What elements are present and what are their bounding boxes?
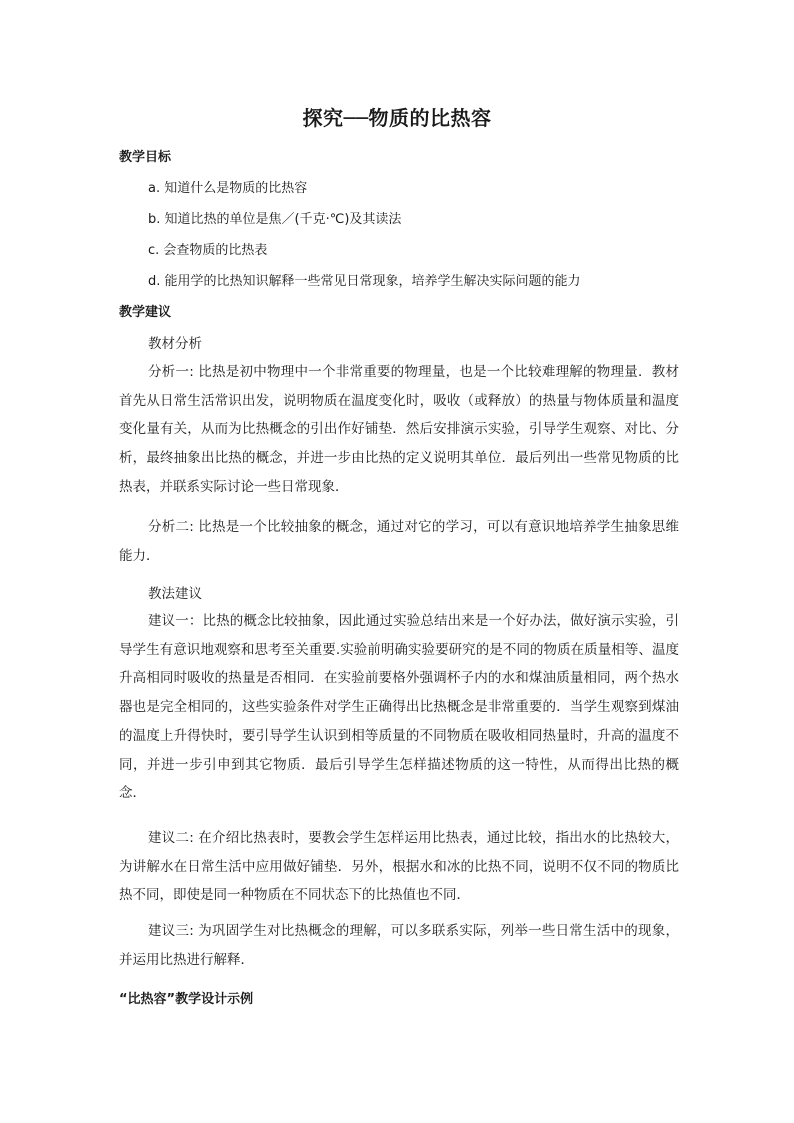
objective-item-c: c. 会查物质的比热表 [148,243,268,258]
suggestion-paragraph-2: 建议二: 在介绍比热表时，要教会学生怎样运用比热表，通过比较，指出水的比热较大，为讲解水在日常生活中应用做好铺垫．另外，根据水和冰的比热不同，说明不仅不同的物质比热不同，即使是同一种物质在不同状态下的比热值也不同． [119,830,679,904]
objective-item-a: a. 知道什么是物质的比热容 [148,181,308,196]
objective-item-d: d. 能用学的比热知识解释一些常见日常现象，培养学生解决实际问题的能力 [148,274,581,289]
page-title: 探究──物质的比热容 [302,106,492,130]
analysis-paragraph-2: 分析二: 比热是一个比较抽象的概念，通过对它的学习，可以有意识地培养学生抽象思维能力． [119,519,679,564]
objectives-heading: 教学目标 [119,150,172,165]
method-suggestions-heading: 教法建议 [148,586,202,602]
suggestions-heading: 教学建议 [119,305,172,320]
suggestion-paragraph-1: 建议一：比热的概念比较抽象，因此通过实验总结出来是一个好办法，做好演示实验，引导学生有意识地观察和思考至关重要.实验前明确实验要研究的是不同的物质在质量相等、温度升高相同时吸收的热量是否相同．在实验前要格外强调杯子内的水和煤油质量相同，两个热水器也是完全相同的，这些实验条件对学生正确得出比热概念是非常重要的．当学生观察到煤油的温度上升得快时，要引导学生认识到相等质量的不同物质在吸收相同热量时，升高的温度不同，并进一步引申到其它物质．最后引导学生怎样描述物质的这一特性，从而得出比热的概念． [119,613,679,802]
material-analysis-heading: 教材分析 [148,336,202,352]
suggestion-paragraph-3: 建议三: 为巩固学生对比热概念的理解，可以多联系实际，列举一些日常生活中的现象，并运用比热进行解释． [119,923,679,968]
analysis-paragraph-1: 分析一: 比热是初中物理中一个非常重要的物理量，也是一个比较难理解的物理量．教材首先从日常生活常识出发，说明物质在温度变化时，吸收（或释放）的热量与物体质量和温度变化量有关，从而为比热概念的引出作好铺垫．然后安排演示实验，引导学生观察、对比、分析，最终抽象出比热的概念，并进一步由比热的定义说明其单位．最后列出一些常见物质的比热表，并联系实际讨论一些日常现象． [119,364,679,495]
design-example-heading: “比热容”教学设计示例 [119,992,254,1007]
objective-item-b: b. 知道比热的单位是焦／(千克·℃)及其读法 [148,212,402,227]
